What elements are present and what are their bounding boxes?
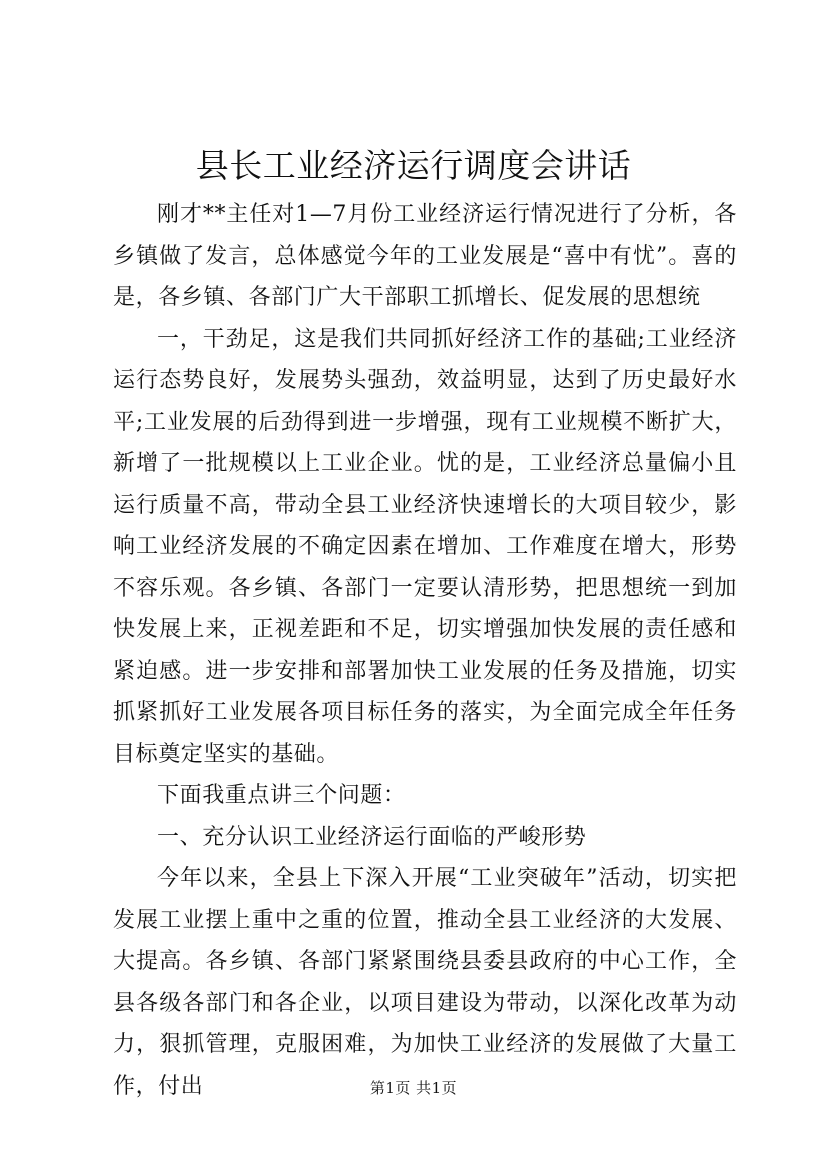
section-heading-1: 一、充分认识工业经济运行面临的严峻形势 [157,824,587,850]
paragraph-3: 下面我重点讲三个问题： [157,783,406,808]
document-body [113,194,737,1107]
document-title: 县长工业经济运行调度会讲话 [195,146,632,185]
page-footer: 第1页 共1页 [369,1079,458,1097]
paragraph-2: 一，干劲足，这是我们共同抓好经济工作的基础;工业经济运行态势良好，发展势头强劲，效益明显，达到了历史最好水平;工业发展的后劲得到进一步增强，现有工业规模不断扩大，新增了一批规模以上工业企业。忧的是，工业经济总量偏小且运行质量不高，带动全县工业经济快速增长的大项目较少，影响工业经济发展的不确定因素在增加、工作难度在增大，形势不容乐观。各乡镇、各部门一定要认清形势，把思想统一到加快发展上来，正视差距和不足，切实增强加快发展的责任感和紧迫感。进一步安排和部署加快工业发展的任务及措施，切实抓紧抓好工业发展各项目标任务的落实，为全面完成全年任务目标奠定坚实的基础。 [113,326,737,767]
paragraph-1: 刚才**主任对1—7月份工业经济运行情况进行了分析，各乡镇做了发言，总体感觉今年的工业发展是“喜中有忧”。喜的是，各乡镇、各部门广大干部职工抓增长、促发展的思想统 [113,202,737,310]
paragraph-4: 今年以来，全县上下深入开展“工业突破年”活动，切实把发展工业摆上重中之重的位置，推动全县工业经济的大发展、大提高。各乡镇、各部门紧紧围绕县委县政府的中心工作，全县各级各部门和各企业，以项目建设为带动，以深化改革为动力，狠抓管理，克服困难，为加快工业经济的发展做了大量工作，付出 [113,866,737,1099]
